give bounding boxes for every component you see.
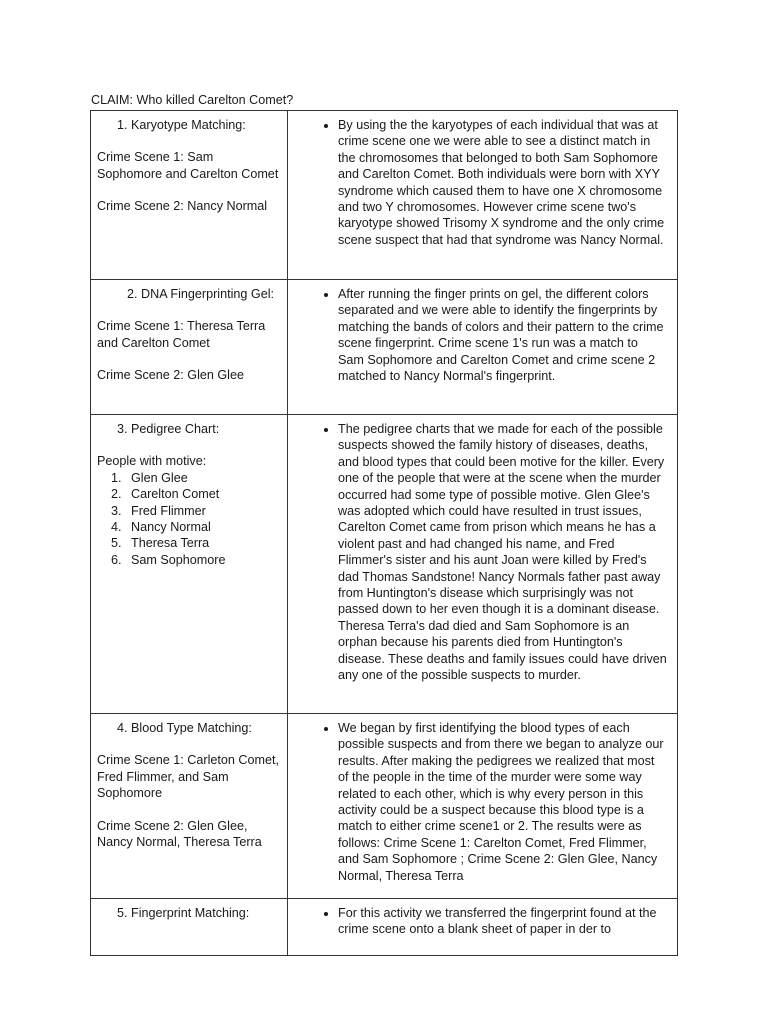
claim-heading: CLAIM: Who killed Carelton Comet? <box>91 93 294 107</box>
evidence-explanation-cell <box>288 899 678 956</box>
suspect-list <box>97 470 281 568</box>
crime-scene-2-text: Crime Scene 2: Glen Glee <box>97 368 244 383</box>
table-row <box>91 111 678 280</box>
explanation-text: • The pedigree charts that we made for each of the possible suspects showed the family history of diseases, deaths, and blood types that could been motive for the killer. Every one of the people that were at the scene when the murder occurred had some type of possible motive. Glen Glee's was adopted which could have resulted in trust issues, Carelton Comet came from prison which means he has a violent past and had changed his name, and Fred Flimmer's sister and his aunt Joan were killed by Fred's dad Thomas Sandstone! Nancy Normals father past away from Huntington's disease which surprisingly was not passed down to her even though it is a dominant disease. Theresa Terra's dad died and Sam Sophomore is an orphan because his parents died from Huntington's disease. These deaths and family issues could have driven any one of the possible suspects to murder. <box>338 421 667 684</box>
evidence-heading: 2. DNA Fingerprinting Gel: <box>127 287 274 301</box>
explanation-text: • We began by first identifying the blood types of each possible suspects and from there we began to analyze our results. After making the pedigrees we realized that most of the people in the time of the murder were some way related to each other, which is why every person in this activity could be a suspect because this blood type is a match to either crime scene1 or 2. The results were as follows: Crime Scene 1: Carelton Comet, Fred Flimmer, and Sam Sophomore ; Crime Scene 2: Glen Glee, Nancy Normal, Theresa Terra <box>338 720 667 884</box>
evidence-explanation-cell <box>288 714 678 899</box>
list-item: 4. Nancy Normal <box>125 519 281 535</box>
crime-scene-2-text: Crime Scene 2: Glen Glee, Nancy Normal, Theresa Terra <box>97 818 262 850</box>
crime-scene-1-text: Crime Scene 1: Theresa Terra and Carelton Comet <box>97 319 266 350</box>
evidence-explanation-cell <box>288 415 678 714</box>
crime-scene-1-text: Crime Scene 1: Carleton Comet, Fred Flimmer, and Sam Sophomore <box>97 753 279 801</box>
table-row <box>91 899 678 956</box>
list-item: 1. Glen Glee <box>125 470 281 486</box>
explanation-text: • After running the finger prints on gel, the different colors separated and we were able to identify the fingerprints by matching the bands of colors and their pattern to the crime scene fingerprint. Crime scene 1's run was a match to Sam Sophomore and Carelton Comet and crime scene 2 matched to Nancy Normal's fingerprint. <box>338 286 667 384</box>
evidence-label-cell <box>91 280 288 415</box>
evidence-heading: 3. Pedigree Chart: <box>117 422 220 436</box>
evidence-label-cell <box>91 899 288 956</box>
evidence-label-cell <box>91 714 288 899</box>
table-row <box>91 280 678 415</box>
table-row <box>91 714 678 899</box>
evidence-label-cell <box>91 415 288 714</box>
list-item: 6. Sam Sophomore <box>125 552 281 568</box>
evidence-heading: 1. Karyotype Matching: <box>117 118 246 132</box>
evidence-heading: 4. Blood Type Matching: <box>117 721 252 735</box>
evidence-explanation-cell <box>288 280 678 415</box>
evidence-heading: 5. Fingerprint Matching: <box>117 906 250 920</box>
explanation-text: • By using the the karyotypes of each individual that was at crime scene one we were able to see a distinct match in the chromosomes that belonged to both Sam Sophomore and Carelton Comet. Both individuals were born with XYY syndrome which caused them to have one X chromosome and two Y chromosomes. However crime scene two's karyotype showed Trisomy X syndrome and the only crime scene suspect that had that syndrome was Nancy Normal. <box>338 117 667 248</box>
list-item: 5. Theresa Terra <box>125 535 281 551</box>
evidence-explanation-cell <box>288 111 678 280</box>
list-item: 2. Carelton Comet <box>125 486 281 502</box>
list-item: 3. Fred Flimmer <box>125 503 281 519</box>
evidence-label-cell <box>91 111 288 280</box>
table-row <box>91 415 678 714</box>
crime-scene-1-text: Crime Scene 1: Sam Sophomore and Carelton Comet <box>97 150 279 181</box>
crime-scene-2-text: Crime Scene 2: Nancy Normal <box>97 199 268 214</box>
evidence-table <box>90 110 678 956</box>
motive-subheading: People with motive: <box>97 454 207 469</box>
explanation-text: • For this activity we transferred the fingerprint found at the crime scene onto a blank sheet of paper in der to <box>338 905 667 938</box>
